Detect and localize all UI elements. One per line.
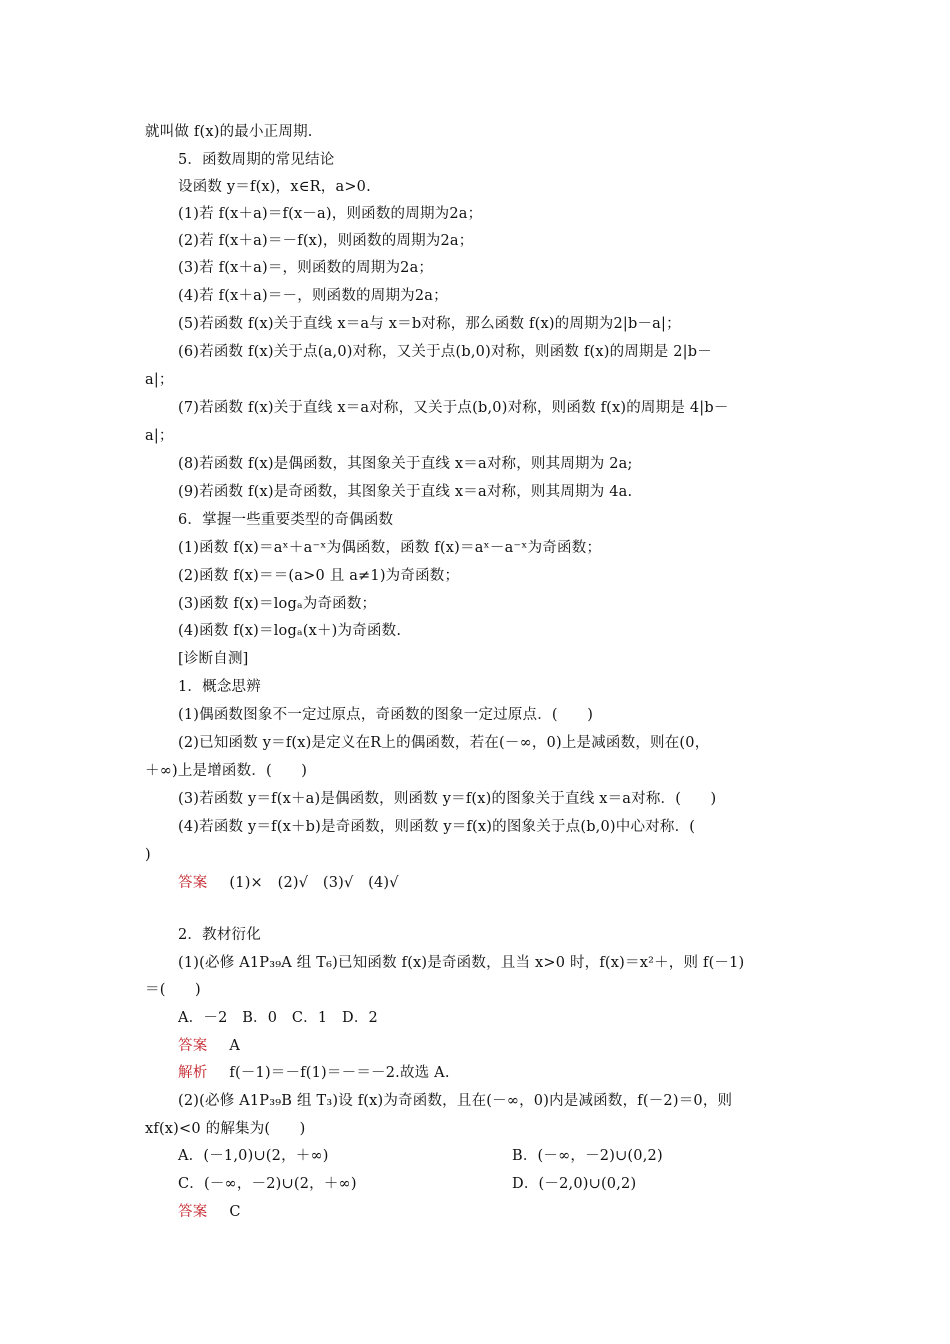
text-line: (4)函数 f(x)＝logₐ(x＋)为奇函数. bbox=[178, 623, 402, 639]
section-heading: 1．概念思辨 bbox=[178, 679, 261, 695]
text-line: (2)(必修 A1P₃₉B 组 T₃)设 f(x)为奇函数，且在(－∞，0)内是减函数，f(－2)＝0，则 bbox=[178, 1093, 733, 1109]
answer-line bbox=[178, 1202, 241, 1222]
options-line: A．－2 B．0 C．1 D．2 bbox=[178, 1010, 378, 1026]
answer-label: 答案 bbox=[178, 875, 208, 891]
section-heading: [诊断自测] bbox=[178, 651, 249, 667]
section-heading: 2．教材衍化 bbox=[178, 927, 261, 943]
text-line: (3)若 f(x＋a)＝，则函数的周期为2a； bbox=[178, 260, 434, 276]
text-line: (2)已知函数 y＝f(x)是定义在R上的偶函数，若在(－∞，0)上是减函数，则在(0， bbox=[178, 735, 710, 751]
answer-label: 答案 bbox=[178, 1204, 208, 1220]
answer-text: A bbox=[229, 1038, 241, 1054]
answer-label: 答案 bbox=[178, 1038, 208, 1054]
text-line: (3)函数 f(x)＝logₐ为奇函数； bbox=[178, 596, 377, 612]
text-line: a|； bbox=[145, 372, 174, 388]
text-line: (9)若函数 f(x)是奇函数，其图象关于直线 x＝a对称，则其周期为 4a. bbox=[178, 484, 633, 500]
text-line: 设函数 y＝f(x)，x∈R，a>0. bbox=[178, 179, 371, 195]
answer-text: (1)× (2)√ (3)√ (4)√ bbox=[229, 875, 399, 891]
text-line: (4)若函数 y＝f(x＋b)是奇函数，则函数 y＝f(x)的图象关于点(b,0)中心对称．( bbox=[178, 819, 696, 835]
analysis-label: 解析 bbox=[178, 1065, 208, 1081]
option-d: D．(－2,0)∪(0,2) bbox=[512, 1176, 637, 1192]
section-heading: 5．函数周期的常见结论 bbox=[178, 152, 335, 168]
text-line: (3)若函数 y＝f(x＋a)是偶函数，则函数 y＝f(x)的图象关于直线 x＝a对称．( ) bbox=[178, 791, 717, 807]
text-line: (4)若 f(x＋a)＝－，则函数的周期为2a； bbox=[178, 288, 448, 304]
text-line: 就叫做 f(x)的最小正周期. bbox=[145, 124, 313, 140]
text-line: (1)偶函数图象不一定过原点，奇函数的图象一定过原点．( ) bbox=[178, 707, 594, 723]
text-line: (2)函数 f(x)＝＝(a>0 且 a≠1)为奇函数； bbox=[178, 568, 460, 584]
text-line: (5)若函数 f(x)关于直线 x＝a与 x＝b对称，那么函数 f(x)的周期为2|b－a|； bbox=[178, 316, 681, 332]
text-line: (1)(必修 A1P₃₉A 组 T₆)已知函数 f(x)是奇函数，且当 x>0 时，f(x)＝x²＋，则 f(－1) bbox=[178, 955, 745, 971]
text-line: (2)若 f(x＋a)＝－f(x)，则函数的周期为2a； bbox=[178, 233, 474, 249]
option-b: B．(－∞，－2)∪(0,2) bbox=[512, 1148, 663, 1164]
answer-line bbox=[178, 873, 399, 893]
text-line: ＋∞)上是增函数．( ) bbox=[145, 763, 308, 779]
option-c: C．(－∞，－2)∪(2，＋∞) bbox=[178, 1176, 357, 1192]
text-line: a|； bbox=[145, 428, 174, 444]
answer-text: C bbox=[229, 1204, 241, 1220]
text-line: ＝( ) bbox=[145, 982, 201, 998]
text-line: (6)若函数 f(x)关于点(a,0)对称，又关于点(b,0)对称，则函数 f(x)的周期是 2|b－ bbox=[178, 344, 712, 360]
analysis-text: f(－1)＝－f(1)＝－＝－2.故选 A. bbox=[229, 1065, 450, 1081]
text-line: (8)若函数 f(x)是偶函数，其图象关于直线 x＝a对称，则其周期为 2a; bbox=[178, 456, 633, 472]
answer-line bbox=[178, 1036, 240, 1056]
text-line: xf(x)<0 的解集为( ) bbox=[145, 1121, 306, 1137]
analysis-line bbox=[178, 1063, 450, 1083]
text-line: (1)若 f(x＋a)＝f(x－a)，则函数的周期为2a； bbox=[178, 206, 483, 222]
text-line: (1)函数 f(x)＝aˣ＋a⁻ˣ为偶函数，函数 f(x)＝aˣ－a⁻ˣ为奇函数； bbox=[178, 540, 602, 556]
text-line: (7)若函数 f(x)关于直线 x＝a对称，又关于点(b,0)对称，则函数 f(x)的周期是 4|b－ bbox=[178, 400, 729, 416]
text-line: ) bbox=[145, 847, 151, 863]
option-a: A．(－1,0)∪(2，＋∞) bbox=[178, 1148, 329, 1164]
section-heading: 6．掌握一些重要类型的奇偶函数 bbox=[178, 512, 394, 528]
